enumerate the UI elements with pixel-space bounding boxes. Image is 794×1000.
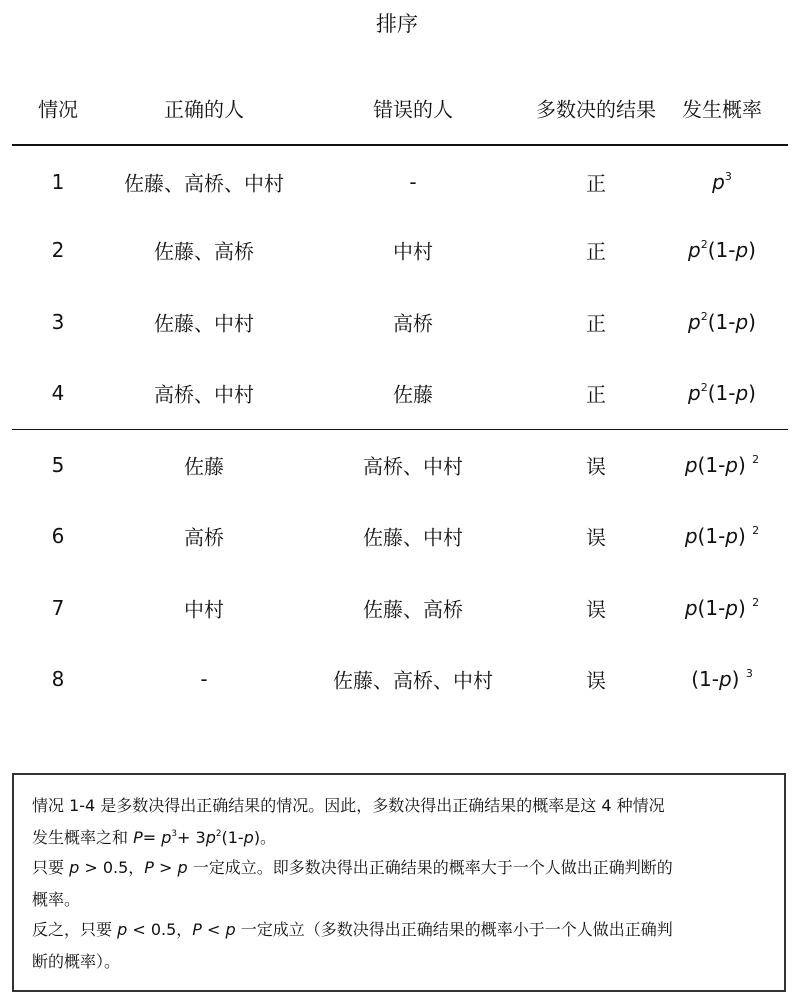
superscript: 2 [700,310,708,324]
cell-wrong: - [409,170,417,194]
cell-correct: 佐藤 [184,454,224,479]
header-case: 情况 [38,97,78,122]
note-line [32,793,665,816]
superscript: 3 [724,170,732,184]
math-variable: p [712,170,725,194]
note-line [32,917,673,940]
text-segment: 只要 [32,858,70,877]
text-segment: < 0.5， [127,920,193,939]
superscript: 2 [700,381,708,395]
cell-result: 正 [586,311,606,336]
note-line [32,855,673,878]
text-segment: ) [748,238,756,262]
text-segment: > 0.5， [79,858,145,877]
superscript: 2 [752,453,760,467]
cell-case: 3 [51,310,65,334]
text-segment: ) [737,453,753,477]
text-segment: )。 [253,828,277,847]
note-line [32,949,120,972]
cell-wrong: 佐藤、中村 [363,525,463,550]
math-variable: p [725,453,738,477]
superscript: 2 [752,596,760,610]
cell-probability [688,381,756,405]
cell-case: 6 [51,524,65,548]
math-variable: p [688,310,701,334]
math-variable: p [243,828,254,847]
math-variable: p [684,453,698,477]
text-segment: 断的概率）。 [32,952,121,971]
text-segment: (1- [697,596,726,620]
header-correct: 正确的人 [164,97,244,122]
note-line [32,825,276,848]
cell-result: 误 [586,597,606,622]
math-variable: p [735,238,749,262]
text-segment: (1- [707,310,736,334]
text-segment: 一定成立（多数决得出正确结果的概率小于一个人做出正确判 [235,920,673,939]
cell-case: 7 [51,596,65,620]
text-segment: + 3 [177,828,206,847]
superscript: 2 [752,524,760,538]
math-variable: p [684,524,698,548]
cell-correct: 佐藤、高桥 [154,239,254,264]
text-segment: 情况 1-4 是多数决得出正确结果的情况。因此，多数决得出正确结果的概率是这 4 种情况 [32,796,665,815]
text-segment: = [142,828,162,847]
cell-result: 误 [586,454,606,479]
cell-probability [685,524,759,548]
text-segment: ) [731,667,746,691]
cell-correct: 佐藤、高桥、中村 [124,171,284,196]
cell-probability [712,170,732,194]
header-wrong: 错误的人 [373,97,453,122]
cell-probability [688,238,756,262]
cell-correct: 中村 [184,597,224,622]
text-segment: (1- [697,524,726,548]
cell-wrong: 高桥、中村 [363,454,463,479]
text-segment: (1- [707,238,736,262]
superscript: 3 [745,667,753,681]
group-divider [12,429,788,430]
cell-wrong: 中村 [393,239,433,264]
text-segment: 一定成立。即多数决得出正确结果的概率大于一个人做出正确判断的 [187,858,673,877]
superscript: 2 [215,828,222,839]
math-variable: p [735,381,749,405]
cell-probability [685,596,759,620]
text-segment: < [201,920,226,939]
cell-probability [691,667,753,691]
header-probability: 发生概率 [682,97,762,122]
text-segment: ) [748,310,756,334]
math-variable: p [205,828,216,847]
cell-probability [685,453,759,477]
math-variable: p [225,920,236,939]
cell-case: 8 [51,667,65,691]
cell-probability [688,310,756,334]
math-variable: p [688,381,701,405]
math-variable: p [725,524,738,548]
superscript: 3 [171,828,178,839]
cell-correct: - [200,667,208,691]
text-segment: (1- [707,381,736,405]
cell-wrong: 佐藤、高桥、中村 [333,668,493,693]
text-segment: ) [748,381,756,405]
math-variable: p [725,596,738,620]
note-line [32,887,80,910]
cell-result: 误 [586,525,606,550]
cell-wrong: 佐藤 [393,382,433,407]
text-segment: ) [737,524,753,548]
math-variable: p [735,310,749,334]
cell-correct: 高桥、中村 [154,382,254,407]
cell-case: 1 [51,170,65,194]
math-variable: p [117,920,128,939]
math-variable: p [161,828,172,847]
text-segment: 概率。 [32,890,81,909]
math-variable: P [192,920,202,939]
text-segment: ) [737,596,753,620]
text-segment: 反之，只要 [32,920,118,939]
cell-case: 5 [51,453,65,477]
math-variable: p [69,858,80,877]
cell-result: 正 [586,239,606,264]
cell-result: 正 [586,382,606,407]
math-variable: p [684,596,698,620]
cell-wrong: 佐藤、高桥 [363,597,463,622]
math-variable: p [718,667,732,691]
text-segment: > [153,858,178,877]
text-segment: 发生概率之和 [32,828,134,847]
page-title: 排序 [376,12,418,36]
math-variable: P [133,828,143,847]
cell-case: 4 [51,381,65,405]
math-variable: p [688,238,701,262]
cell-wrong: 高桥 [393,311,433,336]
cell-result: 误 [586,668,606,693]
cell-correct: 佐藤、中村 [154,311,254,336]
explanation-box [12,773,786,992]
cell-case: 2 [51,238,65,262]
math-variable: P [144,858,154,877]
text-segment: (1- [221,828,244,847]
header-divider [12,144,788,146]
cell-result: 正 [586,171,606,196]
math-variable: p [177,858,188,877]
cell-correct: 高桥 [184,525,224,550]
header-result: 多数决的结果 [536,97,656,122]
text-segment: (1- [697,453,726,477]
text-segment: (1- [691,667,719,691]
superscript: 2 [700,238,708,252]
